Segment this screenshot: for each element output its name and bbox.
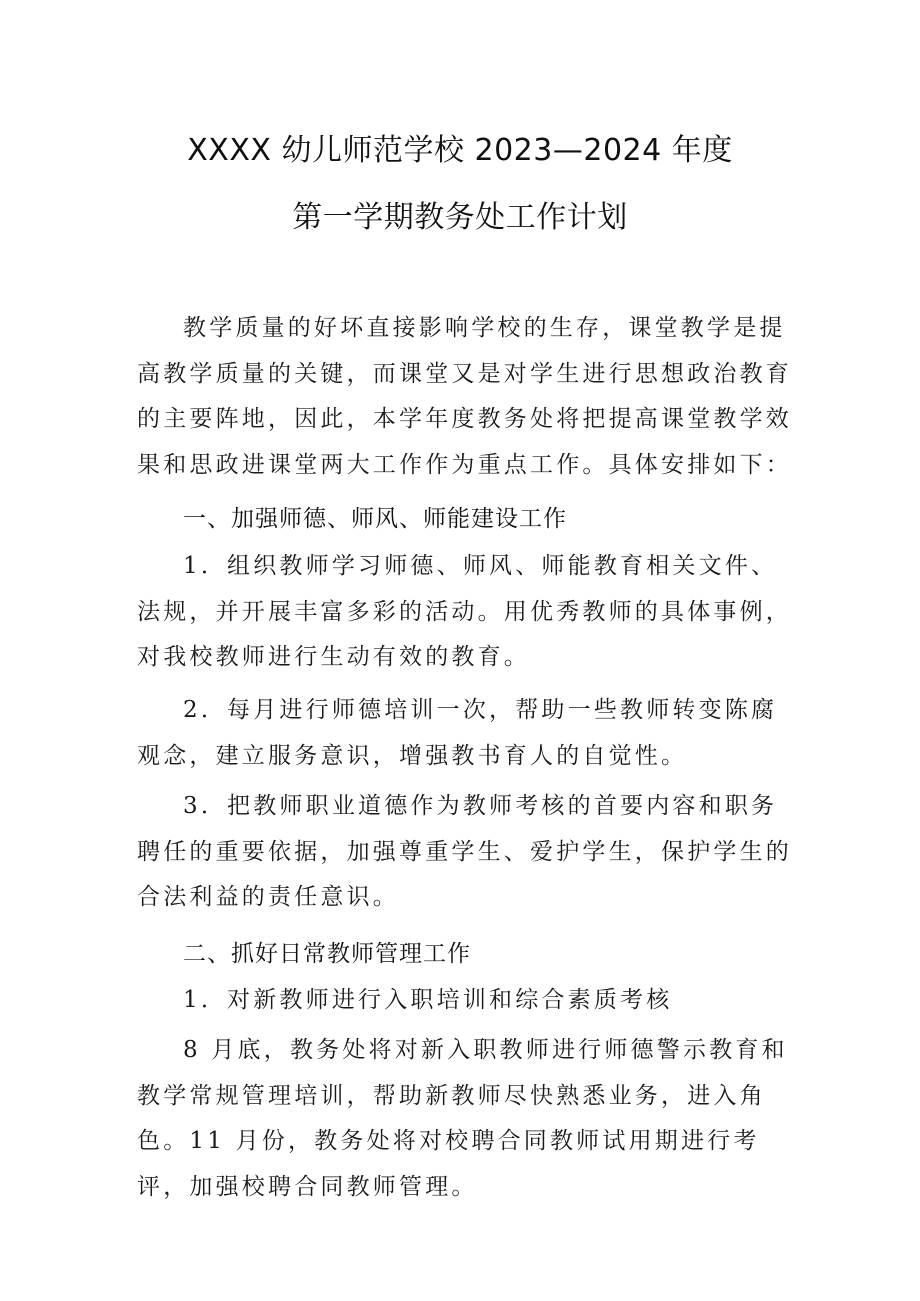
- section1-item-3: 3．把教师职业道德作为教师考核的首要内容和职务聘任的重要依据，加强尊重学生、爱护学生，保护学生的合法利益的责任意识。: [137, 793, 792, 910]
- intro-paragraph: 教学质量的好坏直接影响学校的生存，课堂教学是提高教学质量的关键，而课堂又是对学生进行思想政治教育的主要阵地，因此，本学年度教务处将把提高课堂教学效果和思政进课堂两大工作作为重点工作。具体安排如下：: [137, 315, 792, 478]
- section-heading-1: 一、加强师德、师风、师能建设工作: [183, 506, 567, 532]
- document-title-line2: 第一学期教务处工作计划: [292, 200, 628, 235]
- section1-item-2: 2．每月进行师德培训一次，帮助一些教师转变陈腐观念，建立服务意识，增强教书育人的自觉性。: [137, 697, 778, 769]
- section-heading-2: 二、抓好日常教师管理工作: [183, 941, 471, 967]
- section1-item-1: 1．组织教师学习师德、师风、师能教育相关文件、法规，并开展丰富多彩的活动。用优秀教师的具体事例，对我校教师进行生动有效的教育。: [137, 553, 792, 670]
- section2-item-1-body: 8 月底，教务处将对新入职教师进行师德警示教育和教学常规管理培训，帮助新教师尽快熟悉业务，进入角色。11 月份，教务处将对校聘合同教师试用期进行考评，加强校聘合同教师管理。: [137, 1037, 788, 1200]
- section2-item-1: 1．对新教师进行入职培训和综合素质考核: [183, 987, 673, 1013]
- document-title-line1: XXXX 幼儿师范学校 2023—2024 年度: [187, 133, 733, 168]
